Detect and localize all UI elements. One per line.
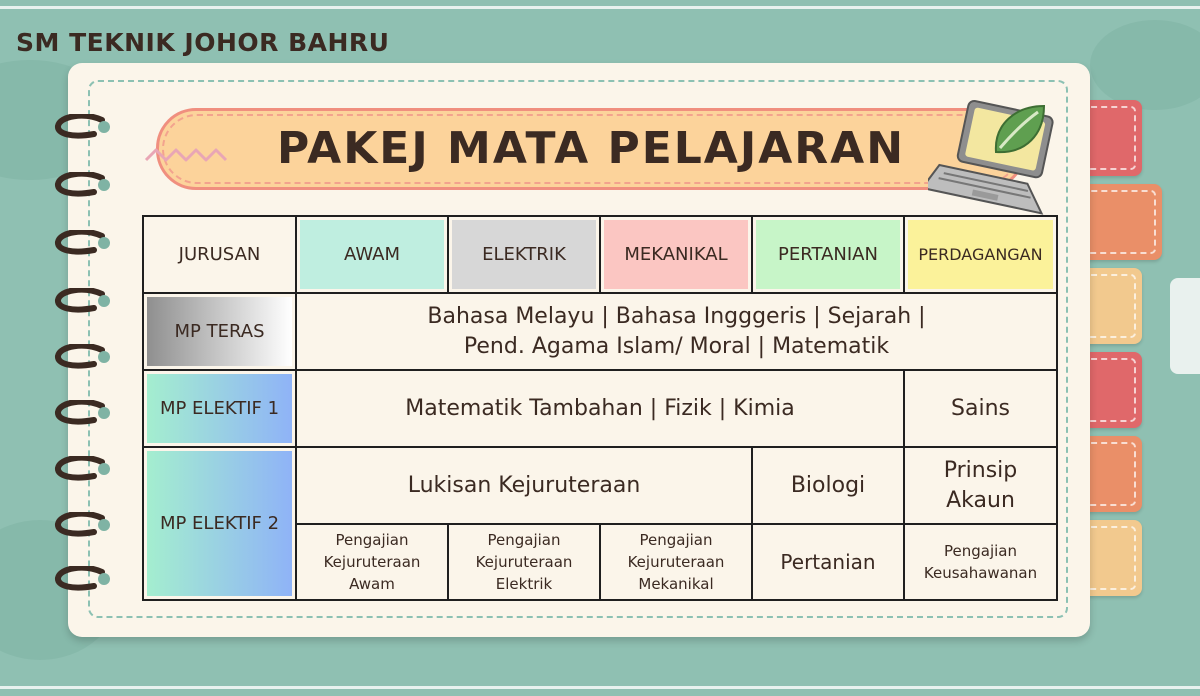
elektif2-elektrik: Pengajian Kejuruteraan Elektrik (448, 524, 600, 600)
elektif2-perdagangan: Prinsip Akaun (904, 447, 1057, 524)
teras-subjects-line1: Bahasa Melayu | Bahasa Ingggeris | Sejarah | (427, 303, 926, 329)
header-mekanikal-label: MEKANIKAL (604, 220, 748, 289)
header-pertanian (752, 216, 904, 293)
table-row-elektif1 (143, 370, 1057, 447)
elektif2-mekanikal: Pengajian Kejuruteraan Mekanikal (600, 524, 752, 600)
side-handle[interactable] (1170, 278, 1200, 374)
header-awam (296, 216, 448, 293)
elektif1-perdagangan: Sains (904, 370, 1057, 447)
top-border-line (0, 6, 1200, 9)
elektif2-pertanian: Biologi (752, 447, 904, 524)
teras-subjects-line2: Pend. Agama Islam/ Moral | Matematik (463, 333, 890, 359)
teras-subjects (296, 293, 1057, 370)
header-mekanikal (600, 216, 752, 293)
table-row-teras (143, 293, 1057, 370)
row-label-elektif2-text: MP ELEKTIF 2 (147, 451, 292, 596)
row-label-teras (143, 293, 296, 370)
background-texture (1090, 20, 1200, 110)
row-label-elektif1-text: MP ELEKTIF 1 (147, 374, 292, 443)
bottom-border-line (0, 686, 1200, 689)
spiral-ring-icon (54, 288, 114, 314)
elektif2-engineering: Lukisan Kejuruteraan (296, 447, 752, 524)
spiral-ring-icon (54, 344, 114, 370)
spiral-ring-icon (54, 456, 114, 482)
leaf-icon (990, 100, 1050, 164)
elektif2-pertanian-subject: Pertanian (752, 524, 904, 600)
header-awam-label: AWAM (300, 220, 444, 289)
header-elektrik-label: ELEKTRIK (452, 220, 596, 289)
header-perdagangan (904, 216, 1057, 293)
spiral-ring-icon (54, 512, 114, 538)
row-label-elektif1 (143, 370, 296, 447)
page-title: PAKEJ MATA PELAJARAN (276, 123, 906, 174)
spiral-ring-icon (54, 566, 114, 592)
spiral-ring-icon (54, 400, 114, 426)
header-perdagangan-label: PERDAGANGAN (908, 220, 1053, 289)
row-label-elektif2 (143, 447, 296, 600)
table-header-row (143, 216, 1057, 293)
spiral-ring-icon (54, 230, 114, 256)
elektif2-awam: Pengajian Kejuruteraan Awam (296, 524, 448, 600)
school-name: SM TEKNIK JOHOR BAHRU (16, 28, 390, 57)
elektif1-main-subjects: Matematik Tambahan | Fizik | Kimia (296, 370, 904, 447)
elektif2-keusahawanan: Pengajian Keusahawanan (904, 524, 1057, 600)
spiral-ring-icon (54, 114, 114, 140)
squiggle-icon (144, 144, 230, 170)
row-label-teras-text: MP TERAS (147, 297, 292, 366)
spiral-ring-icon (54, 172, 114, 198)
header-pertanian-label: PERTANIAN (756, 220, 900, 289)
header-elektrik (448, 216, 600, 293)
table-row-elektif2a (143, 447, 1057, 524)
subject-table (142, 215, 1058, 601)
header-jurusan: JURUSAN (143, 216, 296, 293)
